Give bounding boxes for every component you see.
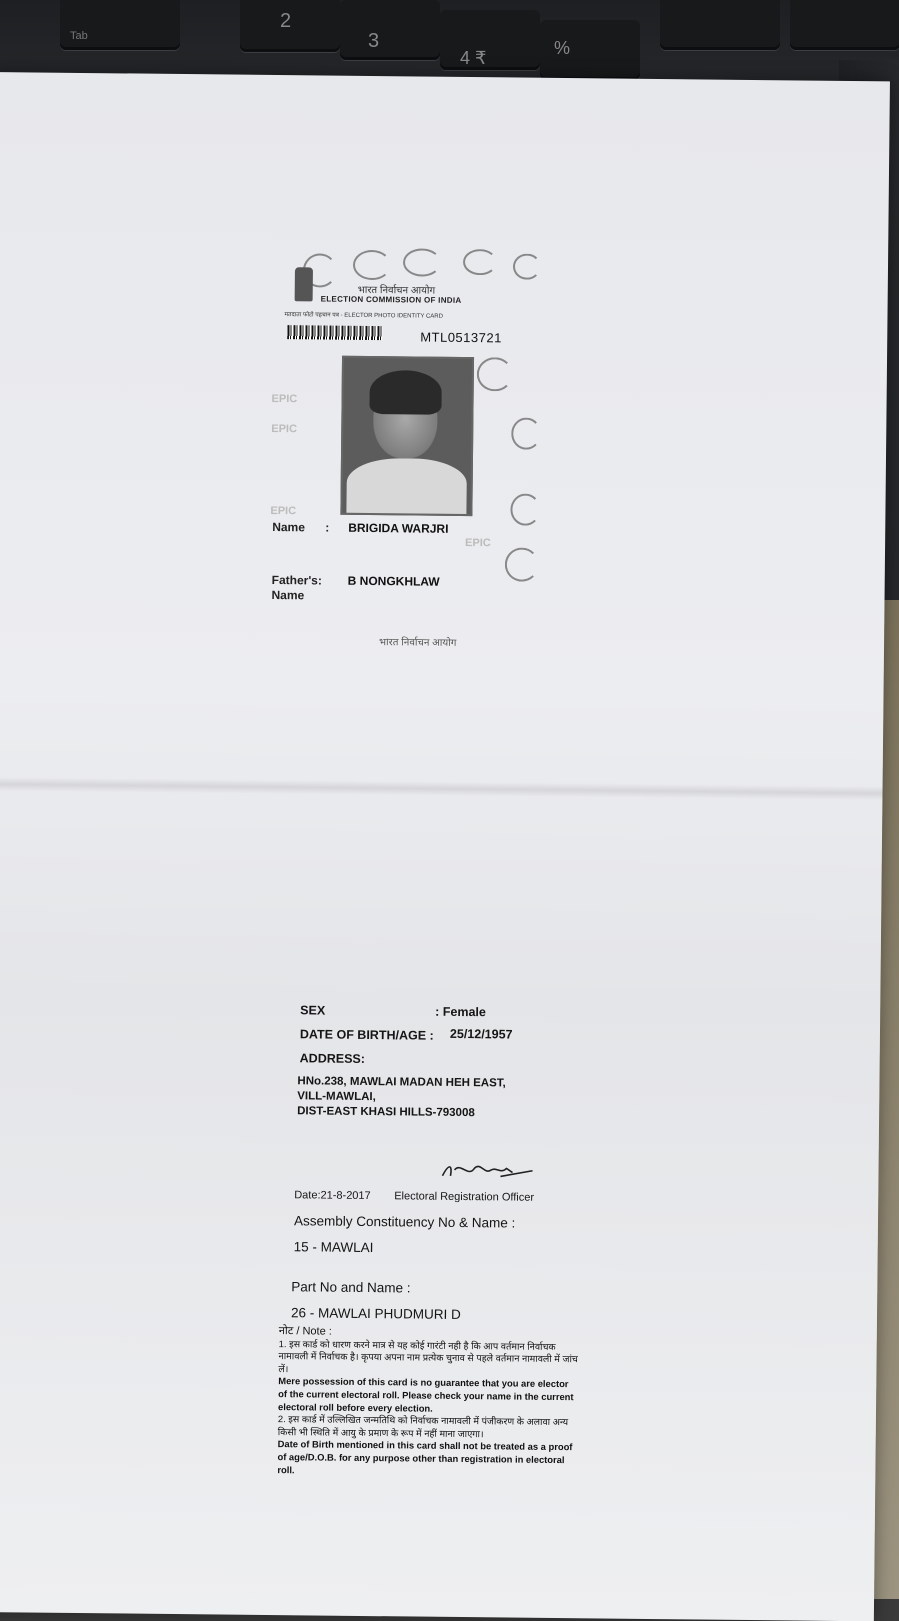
- father-value: B NONGKHLAW: [347, 573, 440, 589]
- key-6: [660, 0, 780, 50]
- key-2: 2: [240, 0, 340, 52]
- note-block: [277, 1325, 579, 1479]
- assembly-value: 15 - MAWLAI: [293, 1239, 374, 1256]
- address-label: ADDRESS:: [299, 1051, 366, 1066]
- key-5: %: [540, 20, 640, 80]
- key-4: 4 ₹: [440, 10, 540, 70]
- father-label: Father's:: [271, 572, 322, 588]
- epic-watermark: EPIC: [271, 422, 298, 436]
- part-value: 26 - MAWLAI PHUDMURI D: [290, 1305, 461, 1322]
- holder-photo: [340, 356, 474, 516]
- address-line-3: DIST-EAST KHASI HILLS-793008: [297, 1105, 475, 1120]
- ashoka-emblem-icon: [295, 267, 313, 301]
- officer-title: Electoral Registration Officer: [394, 1190, 535, 1204]
- address-line-1: HNo.238, MAWLAI MADAN HEH EAST,: [297, 1075, 506, 1090]
- note-2-english: Date of Birth mentioned in this card shall not be treated as a proof of age/D.O.B. for any purpose other than registration in electoral roll.: [277, 1438, 573, 1475]
- photo-shoulders: [346, 458, 467, 514]
- father-label-name: Name: [271, 587, 305, 603]
- key-tab: Tab: [60, 0, 180, 50]
- officer-signature: [440, 1160, 535, 1183]
- dob-value: 25/12/1957: [449, 1026, 513, 1042]
- commission-name: ELECTION COMMISSION OF INDIA: [320, 294, 462, 305]
- guilloche-circle: [477, 357, 513, 391]
- note-1-english: Mere possession of this card is no guarantee that you are elector of the current electoral roll. Please check your name in the current electoral roll before every election.: [277, 1375, 574, 1414]
- note-1-hindi: 1. इस कार्ड को धारण करने मात्र से यह कोई गारंटी नही है कि आप वर्तमान निर्वाचक नामावली में निर्वाचक है। कृपया अपना नाम प्रत्येक चुनाव से पहले वर्तमान नामावली में जांच लें।: [278, 1337, 578, 1374]
- guilloche-circle: [511, 417, 541, 449]
- part-label: Part No and Name :: [291, 1279, 411, 1296]
- hindi-title: भारत निर्वाचन आयोग: [357, 284, 436, 297]
- guilloche-circle: [510, 493, 540, 525]
- paper-fold: [0, 777, 883, 800]
- epic-watermark: EPIC: [270, 504, 297, 518]
- guilloche-circle: [513, 253, 541, 279]
- voter-card-front: [269, 255, 543, 668]
- name-separator: :: [325, 520, 330, 535]
- guilloche-circle: [463, 249, 497, 275]
- guilloche-circle: [505, 547, 539, 581]
- card-type: मतदाता फोटो पहचान पत्र - ELECTOR PHOTO IDENTITY CARD: [284, 312, 444, 320]
- key-7: [790, 0, 899, 50]
- issue-date: Date:21-8-2017: [294, 1189, 371, 1203]
- sex-value: : Female: [435, 1004, 486, 1020]
- voter-card-back: [277, 1003, 600, 1475]
- note-2-hindi: 2. इस कार्ड में उल्लिखित जन्मतिथि को निर्वाचक नामावली में पंजीकरण के अलावा अन्य किसी भी स्थिति में आयु के प्रमाण के रूप में नहीं माना जाएगा।: [277, 1413, 569, 1439]
- note-label: नोट / Note :: [278, 1325, 332, 1338]
- epic-watermark: EPIC: [271, 392, 298, 406]
- key-3: 3: [340, 0, 440, 60]
- name-value: BRIGIDA WARJRI: [348, 520, 449, 536]
- epic-watermark: EPIC: [465, 537, 491, 550]
- paper-sheet: [0, 72, 890, 1621]
- address-line-2: VILL-MAWLAI,: [297, 1090, 376, 1104]
- guilloche-circle: [403, 248, 441, 276]
- name-label: Name: [272, 519, 306, 535]
- epic-number: MTL0513721: [420, 329, 502, 346]
- guilloche-circle: [353, 250, 391, 280]
- footer-hindi: भारत निर्वाचन आयोग: [378, 637, 457, 649]
- photo-hair: [369, 370, 441, 415]
- barcode: [287, 325, 382, 340]
- sex-label: SEX: [300, 1003, 326, 1018]
- dob-label: DATE OF BIRTH/AGE :: [299, 1027, 434, 1043]
- assembly-label: Assembly Constituency No & Name :: [293, 1213, 516, 1231]
